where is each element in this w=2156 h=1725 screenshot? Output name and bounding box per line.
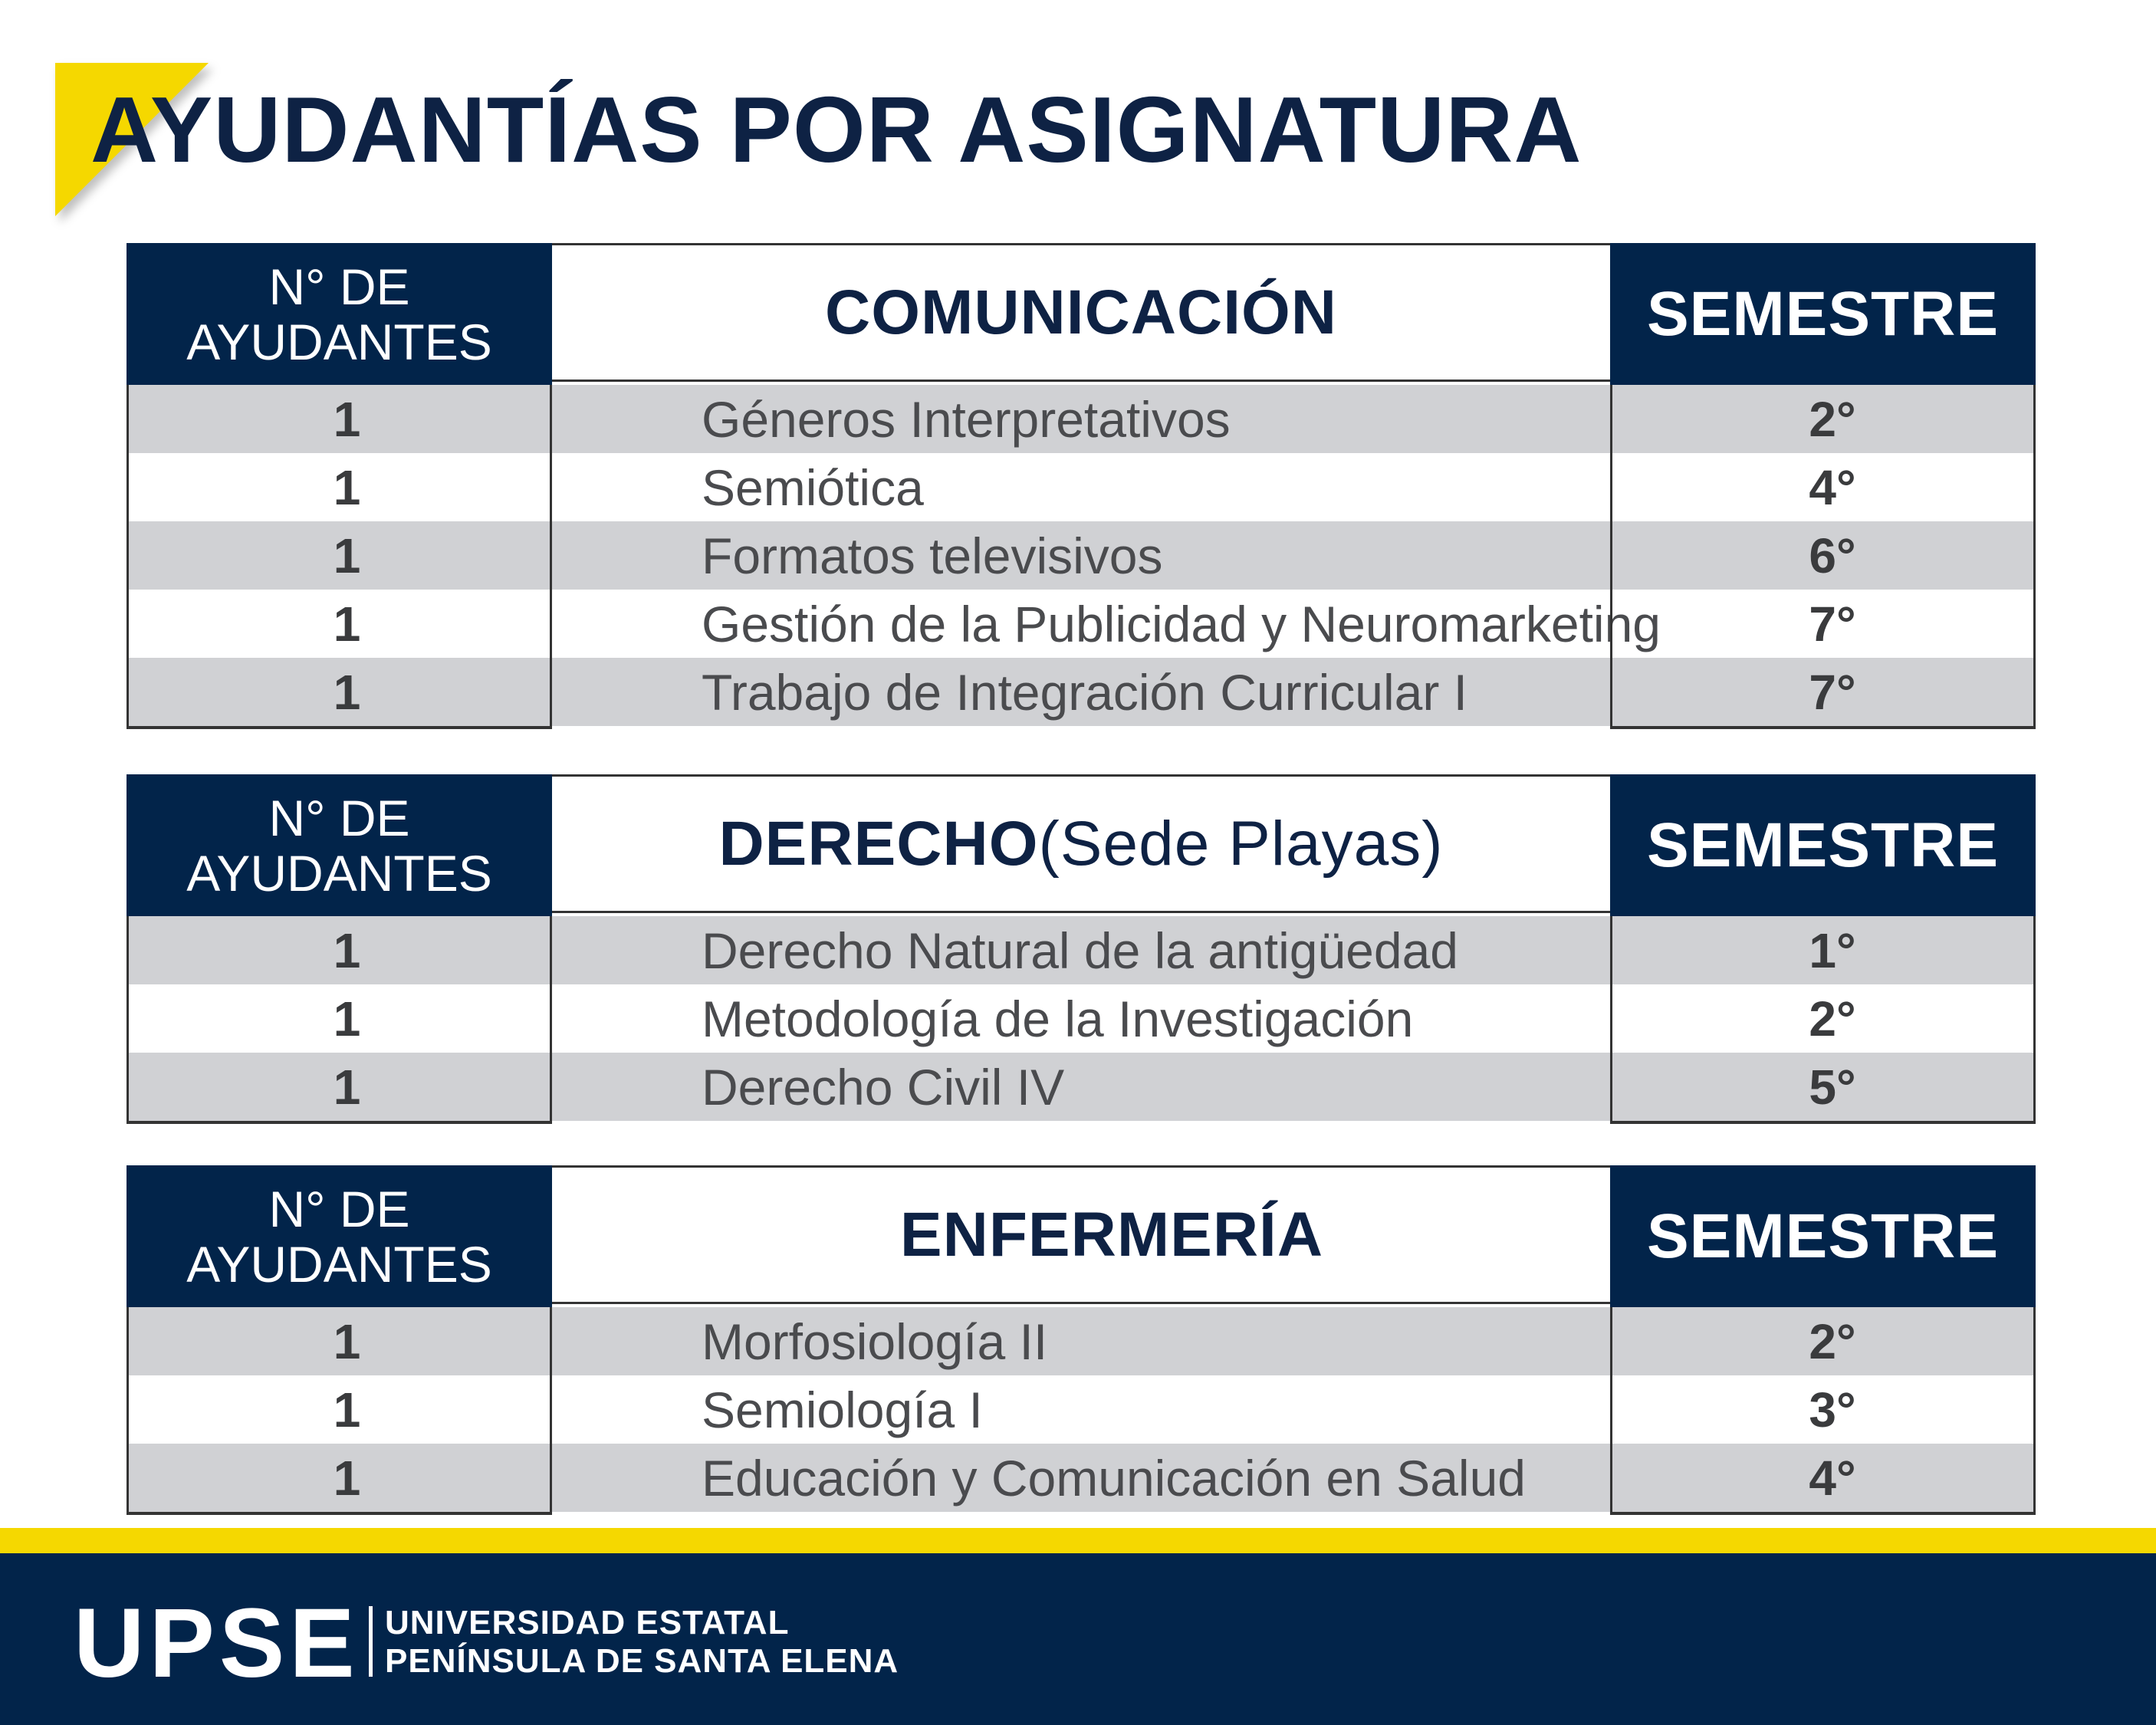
career-subtitle: (Sede Playas) (1038, 808, 1444, 879)
cell-subject: Géneros Interpretativos (702, 390, 1231, 448)
table-bottom-border (127, 1512, 2036, 1515)
table-row (127, 984, 2036, 1053)
cell-semester: 2° (1610, 1307, 2036, 1375)
cell-semester: 1° (1610, 916, 2036, 984)
cell-count: 1 (127, 453, 552, 521)
header-ayudantes-line2: AYUDANTES (186, 1235, 492, 1293)
table-bottom-border (127, 726, 2036, 729)
university-name-line1: UNIVERSIDAD ESTATAL (385, 1604, 790, 1641)
table-row (127, 1444, 2036, 1512)
header-ayudantes (127, 774, 552, 916)
header-career (552, 1165, 1610, 1304)
table-header (127, 1165, 2036, 1307)
cell-subject: Semiótica (702, 458, 924, 516)
cell-count: 1 (127, 590, 552, 658)
table-row (127, 1053, 2036, 1121)
footer-yellow-stripe (0, 1528, 2156, 1553)
cell-semester: 5° (1610, 1053, 2036, 1121)
header-ayudantes-line1: N° DE (268, 258, 410, 315)
cell-subject: Trabajo de Integración Curricular I (702, 663, 1468, 721)
cell-subject: Derecho Civil IV (702, 1058, 1065, 1116)
cell-semester: 4° (1610, 1444, 2036, 1512)
university-name (385, 1604, 899, 1681)
logo-divider (369, 1606, 373, 1677)
table-row (127, 658, 2036, 726)
career-title: ENFERMERÍA (899, 1199, 1324, 1270)
table-row (127, 590, 2036, 658)
cell-subject: Semiología I (702, 1381, 983, 1438)
table-derecho (127, 774, 2036, 1124)
header-ayudantes (127, 1165, 552, 1307)
header-ayudantes (127, 243, 552, 385)
cell-count: 1 (127, 385, 552, 453)
table-row (127, 453, 2036, 521)
header-ayudantes-line1: N° DE (268, 1180, 410, 1237)
table-row (127, 1375, 2036, 1444)
university-name-line2: PENÍNSULA DE SANTA ELENA (385, 1642, 899, 1680)
career-title: DERECHO (718, 808, 1039, 879)
header-semestre: SEMESTRE (1610, 1165, 2036, 1307)
header-semestre: SEMESTRE (1610, 774, 2036, 916)
cell-subject: Morfosiología II (702, 1313, 1048, 1370)
table-row (127, 385, 2036, 453)
table-header (127, 774, 2036, 916)
upse-logo: UPSE (74, 1589, 360, 1698)
cell-semester: 3° (1610, 1375, 2036, 1444)
cell-subject: Metodología de la Investigación (702, 990, 1414, 1047)
table-comunicacion (127, 243, 2036, 729)
cell-semester: 2° (1610, 385, 2036, 453)
cell-subject: Educación y Comunicación en Salud (702, 1449, 1526, 1506)
header-career (552, 243, 1610, 382)
header-career (552, 774, 1610, 913)
table-row (127, 916, 2036, 984)
cell-count: 1 (127, 1307, 552, 1375)
header-ayudantes-line2: AYUDANTES (186, 844, 492, 902)
cell-count: 1 (127, 521, 552, 590)
cell-count: 1 (127, 1444, 552, 1512)
cell-subject: Gestión de la Publicidad y Neuromarketing (702, 595, 1661, 652)
cell-count: 1 (127, 1053, 552, 1121)
cell-subject: Formatos televisivos (702, 527, 1163, 584)
page-title: AYUDANTÍAS POR ASIGNATURA (90, 77, 1582, 182)
table-row (127, 1307, 2036, 1375)
table-row (127, 521, 2036, 590)
cell-semester: 4° (1610, 453, 2036, 521)
cell-subject: Derecho Natural de la antigüedad (702, 922, 1459, 979)
cell-semester: 6° (1610, 521, 2036, 590)
table-header (127, 243, 2036, 385)
cell-semester: 7° (1610, 590, 2036, 658)
cell-count: 1 (127, 1375, 552, 1444)
table-enfermeria (127, 1165, 2036, 1515)
cell-semester: 7° (1610, 658, 2036, 726)
table-bottom-border (127, 1121, 2036, 1124)
header-ayudantes-line1: N° DE (268, 789, 410, 846)
header-ayudantes-line2: AYUDANTES (186, 313, 492, 370)
cell-semester: 2° (1610, 984, 2036, 1053)
header-semestre: SEMESTRE (1610, 243, 2036, 385)
cell-count: 1 (127, 984, 552, 1053)
cell-count: 1 (127, 658, 552, 726)
cell-count: 1 (127, 916, 552, 984)
career-title: COMUNICACIÓN (825, 277, 1337, 347)
